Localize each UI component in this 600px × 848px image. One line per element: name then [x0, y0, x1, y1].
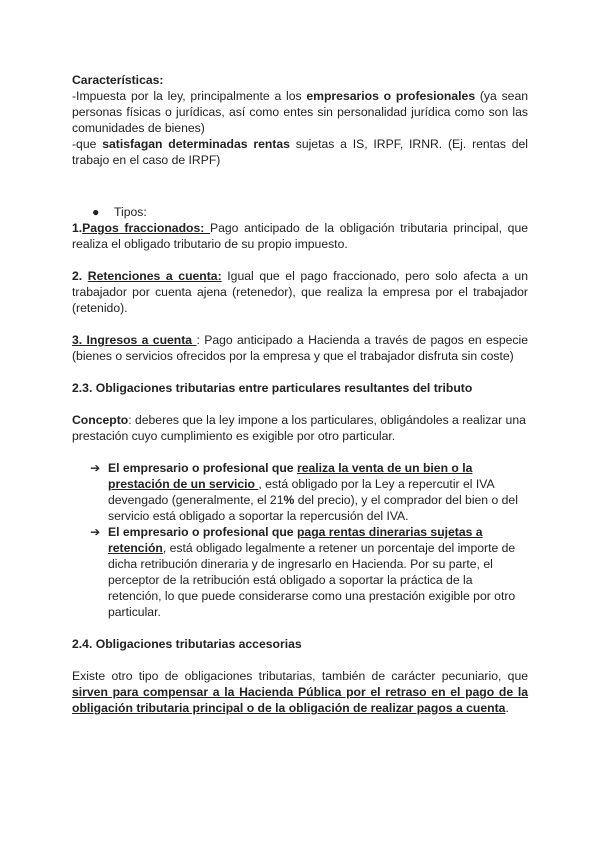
section-2-4-heading: 2.4. Obligaciones tributarias accesorias	[72, 637, 302, 651]
tipo-text: : Pago anticipado a Hacienda a través de pagos en especie (bienes o servicios ofrecidos por la empresa y que el trabajador disfruta sin coste)	[72, 333, 528, 363]
section-2-3-heading: 2.3. Obligaciones tributarias entre particulares resultantes del tributo	[72, 381, 473, 395]
tipo-number: 2.	[72, 269, 88, 283]
bold-text: El empresario o profesional que	[108, 525, 297, 539]
tipos-bullet	[72, 204, 528, 220]
text-run: , está obligado legalmente a retener un porcentaje del importe de dicha retribución dineraria y de ingresarlo en Hacienda. Por su parte, el perceptor de la retribución está obligado a soportar la práctica de la retención, lo que puede considerarse como una prestación exigible por otro particular.	[108, 541, 516, 619]
tipo-text: Igual que el pago fraccionado, pero solo afecta a un trabajador por cuenta ajena (retenedor), que realiza la empresa por el trabajador (retenido).	[72, 269, 528, 315]
tipo-title: 3. Ingresos a cuenta	[72, 333, 197, 347]
text-run: , está obligado por la Ley a repercutir el IVA devengado (generalmente, el 21	[108, 477, 494, 507]
concepto-text: : deberes que la ley impone a los particulares, obligándoles a realizar una prestación cuyo cumplimiento es exigible por otro particular.	[72, 413, 526, 443]
tipo-3	[72, 332, 528, 364]
bold-text: satisfagan determinadas rentas	[102, 137, 290, 151]
tipo-text: Pago anticipado de la obligación tributaria principal, que realiza el obligado tributario de su propio impuesto.	[72, 221, 528, 251]
caracteristica-item-1	[72, 88, 528, 136]
text-run: (ya sean personas físicas o jurídicas, así como entes sin personalidad jurídica como son las comunidades de bienes)	[72, 89, 528, 135]
document-page	[72, 72, 528, 716]
bold-text: empresarios o profesionales	[306, 89, 476, 103]
underlined-text: sirven para compensar a la Hacienda Pública por el retraso en el pago de la obligación tributaria principal o de la obligación de realizar pagos a cuenta	[72, 685, 528, 715]
underlined-text: paga rentas dinerarias sujetas a retención	[108, 525, 483, 555]
arrow-icon: ➔	[90, 461, 101, 475]
caracteristicas-heading: Características:	[72, 73, 164, 87]
tipo-1	[72, 220, 528, 252]
bullet-icon: ●	[92, 205, 100, 219]
arrow-item-2	[72, 524, 528, 620]
text-run: -que	[72, 137, 103, 151]
concepto-paragraph	[72, 412, 528, 444]
accesorias-paragraph	[72, 668, 528, 716]
arrow-icon: ➔	[90, 525, 101, 539]
concepto-label: Concepto	[72, 413, 129, 427]
bold-text: El empresario o profesional que	[108, 461, 297, 475]
tipo-number: 1.	[72, 221, 83, 235]
bold-text: %	[283, 493, 295, 507]
text-run: .	[505, 701, 509, 715]
underlined-text: realiza la venta de un bien o la prestación de un servicio	[108, 461, 473, 491]
tipo-2	[72, 268, 528, 316]
text-run: del precio), y el comprador del bien o del servicio está obligado a soportar la repercusión del IVA.	[108, 493, 518, 523]
arrow-item-1	[72, 460, 528, 524]
tipo-title: Pagos fraccionados:	[82, 221, 210, 235]
text-run: Existe otro tipo de obligaciones tributarias, también de carácter pecuniario, que	[72, 669, 528, 683]
text-run: sujetas a IS, IRPF, IRNR. (Ej. rentas del trabajo en el caso de IRPF)	[72, 137, 529, 167]
caracteristica-item-2	[72, 136, 528, 168]
text-run: -Impuesta por la ley, principalmente a los	[72, 89, 307, 103]
tipo-title: Retenciones a cuenta:	[87, 269, 222, 283]
tipos-label: Tipos:	[114, 205, 147, 219]
